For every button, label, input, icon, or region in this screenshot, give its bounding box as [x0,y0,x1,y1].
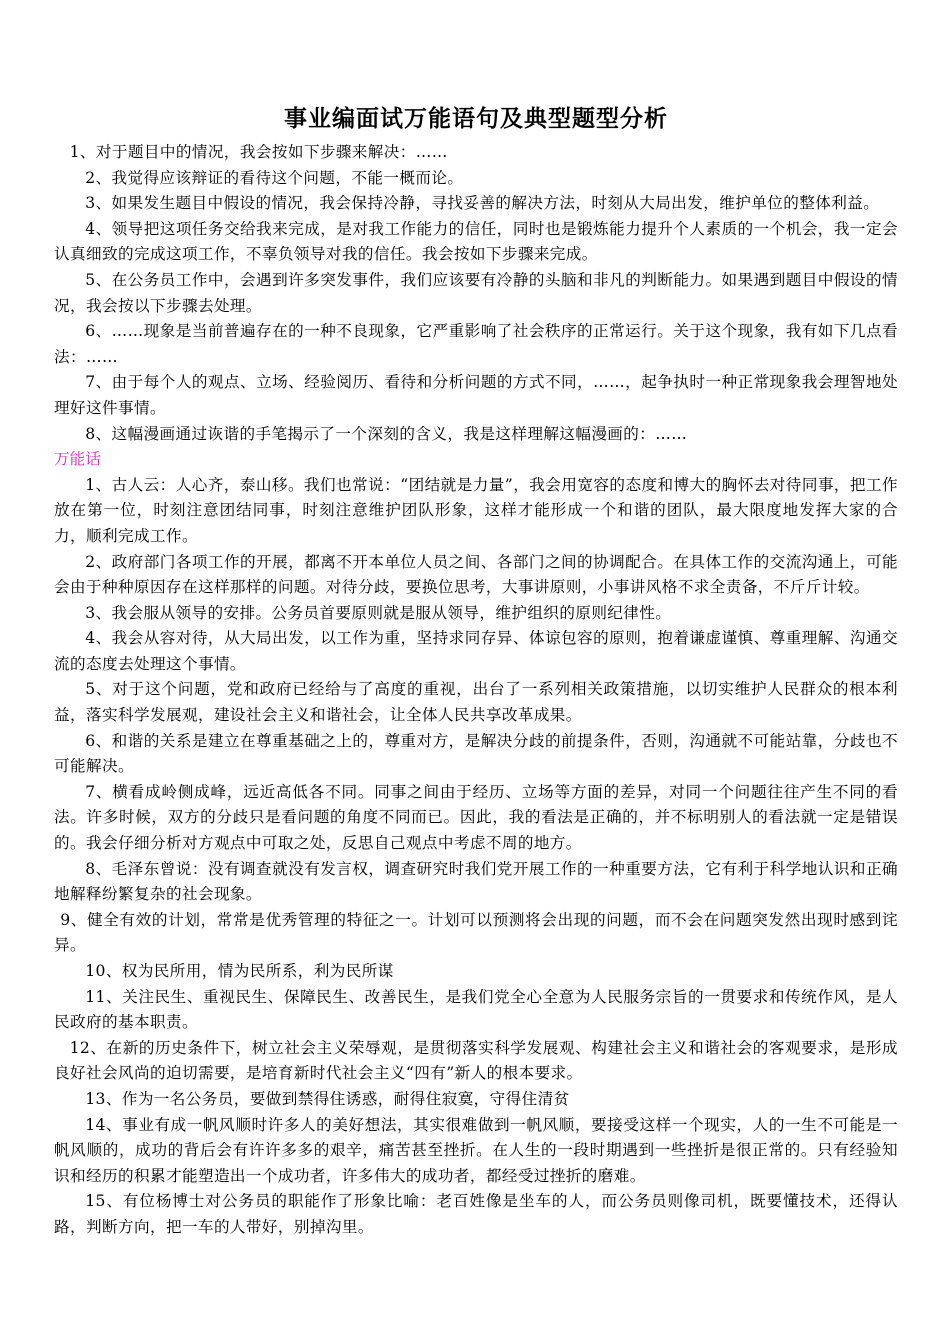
saying-item-8: 8、毛泽东曾说：没有调查就没有发言权，调查研究时我们党开展工作的一种重要方法，它有利于科学地认识和正确地解释纷繁复杂的社会现象。 [54,859,898,904]
intro-item-8: 8、这幅漫画通过诙谐的手笔揭示了一个深刻的含义，我是这样理解这幅漫画的：…… [85,424,688,443]
saying-item-10: 10、权为民所用，情为民所系，利为民所谋 [85,962,394,980]
saying-item-9: 9、健全有效的计划，常常是优秀管理的特征之一。计划可以预测将会出现的问题，而不会在问题突发然出现时感到诧异。 [54,910,898,955]
intro-item-5: 5、在公务员工作中，会遇到许多突发事件，我们应该要有冷静的头脑和非凡的判断能力。如果遇到题目中假设的情况，我会按以下步骤去处理。 [54,270,898,315]
saying-item-13: 13、作为一名公务员，要做到禁得住诱惑，耐得住寂寞，守得住清贫 [85,1089,570,1108]
intro-item-3: 3、如果发生题目中假设的情况，我会保持冷静，寻找妥善的解决方法，时刻从大局出发，维护单位的整体利益。 [85,194,880,213]
saying-item-3: 3、我会服从领导的安排。公务员首要原则就是服从领导，维护组织的原则纪律性。 [85,603,672,622]
saying-item-7: 7、横看成岭侧成峰，远近高低各不同。同事之间由于经历、立场等方面的差异，对同一个问题往往产生不同的看法。许多时候，双方的分歧只是看问题的角度不同而已。因此，我的看法是正确的，并不标明别人的看法就一定是错误的。我会仔细分析对方观点中可取之处，反思自己观点中考虑不周的地方。 [54,782,898,853]
intro-item-4: 4、领导把这项任务交给我来完成，是对我工作能力的信任，同时也是锻炼能力提升个人素质的一个机会，我一定会认真细致的完成这项工作，不辜负领导对我的信任。我会按如下步骤来完成。 [54,219,898,264]
intro-item-1: 1、对于题目中的情况，我会按如下步骤来解决：…… [69,143,448,161]
saying-item-14: 14、事业有成一帆风顺时许多人的美好想法，其实很难做到一帆风顺，要接受这样一个现实，人的一生不可能是一帆风顺的，成功的背后会有许许多多的艰辛，痛苦甚至挫折。在人生的一段时期遇到一些挫折是很正常的。只有经验知识和经历的积累才能塑造出一个成功者，许多伟大的成功者，都经受过挫折的磨难。 [54,1115,898,1185]
section-heading: 万能话 [54,450,101,469]
saying-item-12: 12、在新的历史条件下，树立社会主义荣辱观，是贯彻落实科学发展观、构建社会主义和谐社会的客观要求，是形成良好社会风尚的迫切需要，是培育新时代社会主义“四有”新人的根本要求。 [54,1038,898,1083]
saying-item-1: 1、古人云：人心齐，泰山移。我们也常说：“团结就是力量”，我会用宽容的态度和博大的胸怀去对待同事，把工作放在第一位，时刻注意团结同事，时刻注意维护团队形象，这样才能形成一个和谐的团队，最大限度地发挥大家的合力，顺利完成工作。 [54,475,898,545]
saying-item-15: 15、有位杨博士对公务员的职能作了形象比喻：老百姓像是坐车的人，而公务员则像司机，既要懂技术，还得认路，判断方向，把一车的人带好，别掉沟里。 [54,1192,898,1236]
saying-item-2: 2、政府部门各项工作的开展，都离不开本单位人员之间、各部门之间的协调配合。在具体工作的交流沟通上，可能会由于种种原因存在这样那样的问题。对待分歧，要换位思考，大事讲原则，小事讲风格不求全责备，不斤斤计较。 [54,552,898,597]
saying-item-11: 11、关注民生、重视民生、保障民生、改善民生，是我们党全心全意为人民服务宗旨的一贯要求和传统作风，是人民政府的基本职责。 [54,987,898,1032]
intro-item-2: 2、我觉得应该辩证的看待这个问题，不能一概而论。 [85,168,464,187]
intro-item-6: 6、……现象是当前普遍存在的一种不良现象，它严重影响了社会秩序的正常运行。关于这个现象，我有如下几点看法：…… [54,322,898,366]
saying-item-5: 5、对于这个问题，党和政府已经给与了高度的重视，出台了一系列相关政策措施，以切实维护人民群众的根本利益，落实科学发展观，建设社会主义和谐社会，让全体人民共享改革成果。 [54,680,898,725]
page-title: 事业编面试万能语句及典型题型分析 [284,106,668,132]
saying-item-4: 4、我会从容对待，从大局出发，以工作为重，坚持求同存异、体谅包容的原则，抱着谦虚谨慎、尊重理解、沟通交流的态度去处理这个事情。 [54,629,898,673]
intro-item-7: 7、由于每个人的观点、立场、经验阅历、看待和分析问题的方式不同，……，起争执时一种正常现象我会理智地处理好这件事情。 [54,373,898,417]
saying-item-6: 6、和谐的关系是建立在尊重基础之上的，尊重对方，是解决分歧的前提条件，否则，沟通就不可能站靠，分歧也不可能解决。 [54,731,898,776]
